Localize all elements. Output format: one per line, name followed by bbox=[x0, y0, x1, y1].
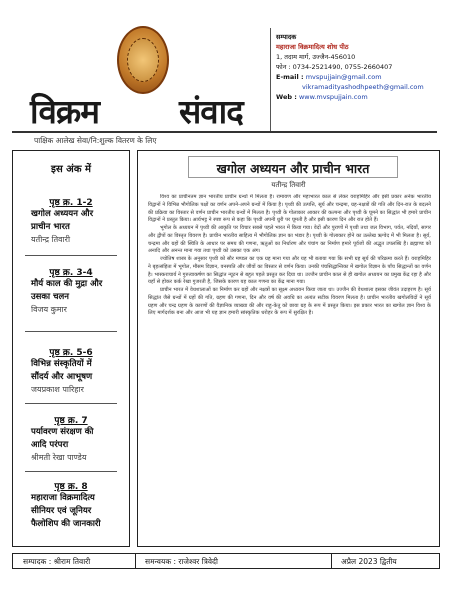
header-divider bbox=[270, 28, 271, 133]
masthead-tagline: पाक्षिक आलेख सेवा/नि:शुल्क वितरण के लिए bbox=[34, 136, 157, 145]
article-title: खगोल अध्ययन और प्राचीन भारत bbox=[188, 156, 398, 178]
toc-title: आदि परंपरा bbox=[31, 440, 69, 450]
email-link-2[interactable]: vikramadityashodhpeeth@gmail.com bbox=[302, 83, 424, 91]
article-author: यतीन्द्र तिवारी bbox=[271, 181, 306, 189]
toc-title: पर्यावरण संरक्षण की bbox=[31, 427, 94, 437]
toc-divider bbox=[25, 471, 117, 472]
toc-title: खगोल अध्ययन और bbox=[31, 209, 94, 219]
masthead-title-samvad: संवाद bbox=[179, 92, 243, 131]
toc-item[interactable] bbox=[13, 345, 129, 396]
toc-page-number: पृष्ठ क्र. 7 bbox=[54, 416, 88, 426]
toc-title: सौंदर्य और आभूषण bbox=[31, 372, 93, 382]
toc-title: सीनियर एवं जूनियर bbox=[31, 506, 92, 516]
emblem-seal-icon bbox=[117, 26, 169, 94]
organization-name: महाराजा विक्रमादित्य शोध पीठ bbox=[276, 43, 349, 51]
article-paragraph: भूगोल के अध्ययन में पृथ्वी की आकृति पर विचार सबसे पहले भारत में किया गया। वेदों और पुराणों में पृथ्वी तथा जल विभाग, पर्वत, नदियाँ, सागर और द्वीपों का विस्तृत विवरण है। प्राचीन भारतीय साहित्य में भौगोलिक ज्ञान का भंडार है। पृथ्वी के गोलाकार होने का उल्लेख ऋग्वेद में भी मिलता है। सूर्य, चन्द्रमा और ग्रहों की स्थिति के आधार पर समय की गणना, ऋतुओं का निर्धारण और पंचांग का निर्माण हमारे पूर्वजों की अद्भुत उपलब्धि है। ब्रह्माण्ड को अनादि और अनन्त माना गया तथा पृथ्वी को उसका एक अंग। bbox=[148, 225, 431, 255]
toc-item[interactable] bbox=[13, 413, 129, 464]
footer-editor: सम्पादक : श्रीराम तिवारी bbox=[23, 557, 91, 566]
toc-divider bbox=[25, 403, 117, 404]
editor-label: सम्पादक bbox=[276, 33, 297, 41]
toc-title: उसका चलन bbox=[31, 292, 69, 302]
web-label: Web : bbox=[276, 93, 297, 101]
phone-text: फोन : 0734-2521490, 0755-2660407 bbox=[276, 63, 393, 71]
main-article bbox=[137, 150, 440, 547]
toc-page-number: पृष्ठ क्र. 5-6 bbox=[49, 348, 93, 358]
email-line bbox=[276, 72, 436, 82]
email-link-1[interactable]: mvspujjain@gmail.com bbox=[305, 73, 382, 81]
toc-divider bbox=[25, 255, 117, 256]
toc-page-number: पृष्ठ क्र. 1-2 bbox=[49, 198, 93, 208]
toc-item[interactable] bbox=[13, 195, 129, 246]
article-body bbox=[148, 194, 431, 544]
toc-page-number: पृष्ठ क्र. 8 bbox=[54, 482, 88, 492]
address-text: 1, तदाम मार्ग, उज्जैन-456010 bbox=[276, 53, 356, 61]
footer-issue-date: अप्रैल 2023 द्वितीय bbox=[341, 557, 397, 566]
table-of-contents bbox=[12, 150, 130, 547]
footer-coordinator: समन्वयक : राजेश्वर त्रिवेदी bbox=[145, 557, 218, 566]
toc-title: मौर्य काल की मुद्रा और bbox=[31, 279, 103, 289]
article-paragraph: ज्योतिष शास्त्र के अनुसार पृथ्वी को सौर मण्डल का एक ग्रह माना गया और यह भी बताया गया कि सभी ग्रह सूर्य की परिक्रमा करते हैं। वराहमिहिर ने बृहत्संहिता में भूगोल, मौसम विज्ञान, वनस्पति और जीवों का विस्तार से वर्णन किया। उनकी पंचसिद्धान्तिका में खगोल विज्ञान के पाँच सिद्धान्तों का वर्णन है। भास्कराचार्य ने गुरुत्वाकर्षण का सिद्धांत न्यूटन से बहुत पहले प्रस्तुत कर दिया था। उज्जैन प्राचीन काल से ही खगोल अध्ययन का प्रमुख केंद्र रहा है और यहाँ से होकर कर्क रेखा गुजरती है, जिसके कारण यह काल गणना का केंद्र माना गया। bbox=[148, 256, 431, 286]
seal-inner-ring bbox=[127, 38, 159, 82]
toc-author: यतीन्द्र तिवारी bbox=[31, 235, 71, 244]
toc-title: फैलोशिप की जानकारी bbox=[31, 519, 101, 529]
contact-block bbox=[276, 32, 436, 102]
web-line bbox=[276, 92, 436, 102]
footer-bar bbox=[12, 553, 440, 569]
article-paragraph: विश्व का प्राचीनतम ज्ञान भारतीय प्राचीन ग्रन्थों में मिलता है। रामायण और महाभारत काल से लेकर वराहमिहिर और इसी प्रकार अनेक भारतीय विद्वानों ने विभिन्न भौगोलिक पक्षों का वर्णन अपने-अपने ग्रन्थों में किया है। पृथ्वी की उत्पत्ति, सूर्य और चन्द्रमा, ग्रह-नक्षत्रों की गति और दिन-रात के बदलने की प्रक्रिया का विस्तार से वर्णन प्राचीन भारतीय ग्रन्थों में मिलता है। पृथ्वी के गोलाकार आकार की कल्पना और पृथ्वी के घूमने का सिद्धांत भी हमारे प्राचीन विद्वानों ने प्रस्तुत किया। आर्यभट्ट ने स्पष्ट रूप से कहा कि पृथ्वी अपनी धुरी पर घूमती है और इसी कारण दिन और रात होते हैं। bbox=[148, 194, 431, 224]
web-link[interactable]: www.mvspujjain.com bbox=[298, 93, 368, 101]
toc-item[interactable] bbox=[13, 265, 129, 316]
toc-divider bbox=[25, 331, 117, 332]
toc-author: श्रीमती रेखा पाण्डेय bbox=[31, 453, 87, 462]
toc-author: विजय कुमार bbox=[31, 305, 67, 314]
masthead-title-vikram: विक्रम bbox=[30, 92, 99, 131]
footer-divider bbox=[331, 554, 332, 568]
toc-page-number: पृष्ठ क्र. 3-4 bbox=[49, 268, 93, 278]
toc-title: महाराजा विक्रमादित्य bbox=[31, 493, 95, 503]
toc-author: जयप्रकाश पारिहार bbox=[31, 385, 84, 394]
footer-divider bbox=[135, 554, 136, 568]
article-paragraph: प्राचीन भारत में वेधशालाओं का निर्माण कर ग्रहों और नक्षत्रों का सूक्ष्म अध्ययन किया जाता था। उज्जैन की वेधशाला इसका जीवंत उदाहरण है। सूर्य सिद्धांत जैसे ग्रन्थों में ग्रहों की गति, ग्रहण की गणना, दिन और वर्ष की अवधि का अत्यंत सटीक विवरण मिलता है। प्राचीन भारतीय खगोलविदों ने सूर्य ग्रहण और चन्द्र ग्रहण के कारणों की वैज्ञानिक व्याख्या की और राहु-केतु को छाया ग्रह के रूप में प्रस्तुत किया। इस प्रकार भारत का खगोल ज्ञान विश्व के लिए मार्गदर्शक बना और आज भी यह ज्ञान हमारी सांस्कृतिक धरोहर के रूप में सुरक्षित है। bbox=[148, 287, 431, 317]
toc-title: प्राचीन भारत bbox=[31, 222, 70, 232]
toc-title: विभिन्न संस्कृतियों में bbox=[31, 359, 92, 369]
toc-item[interactable] bbox=[13, 479, 129, 531]
header-rule bbox=[12, 131, 437, 133]
email-label: E-mail : bbox=[276, 73, 304, 81]
toc-heading: इस अंक में bbox=[51, 164, 91, 175]
